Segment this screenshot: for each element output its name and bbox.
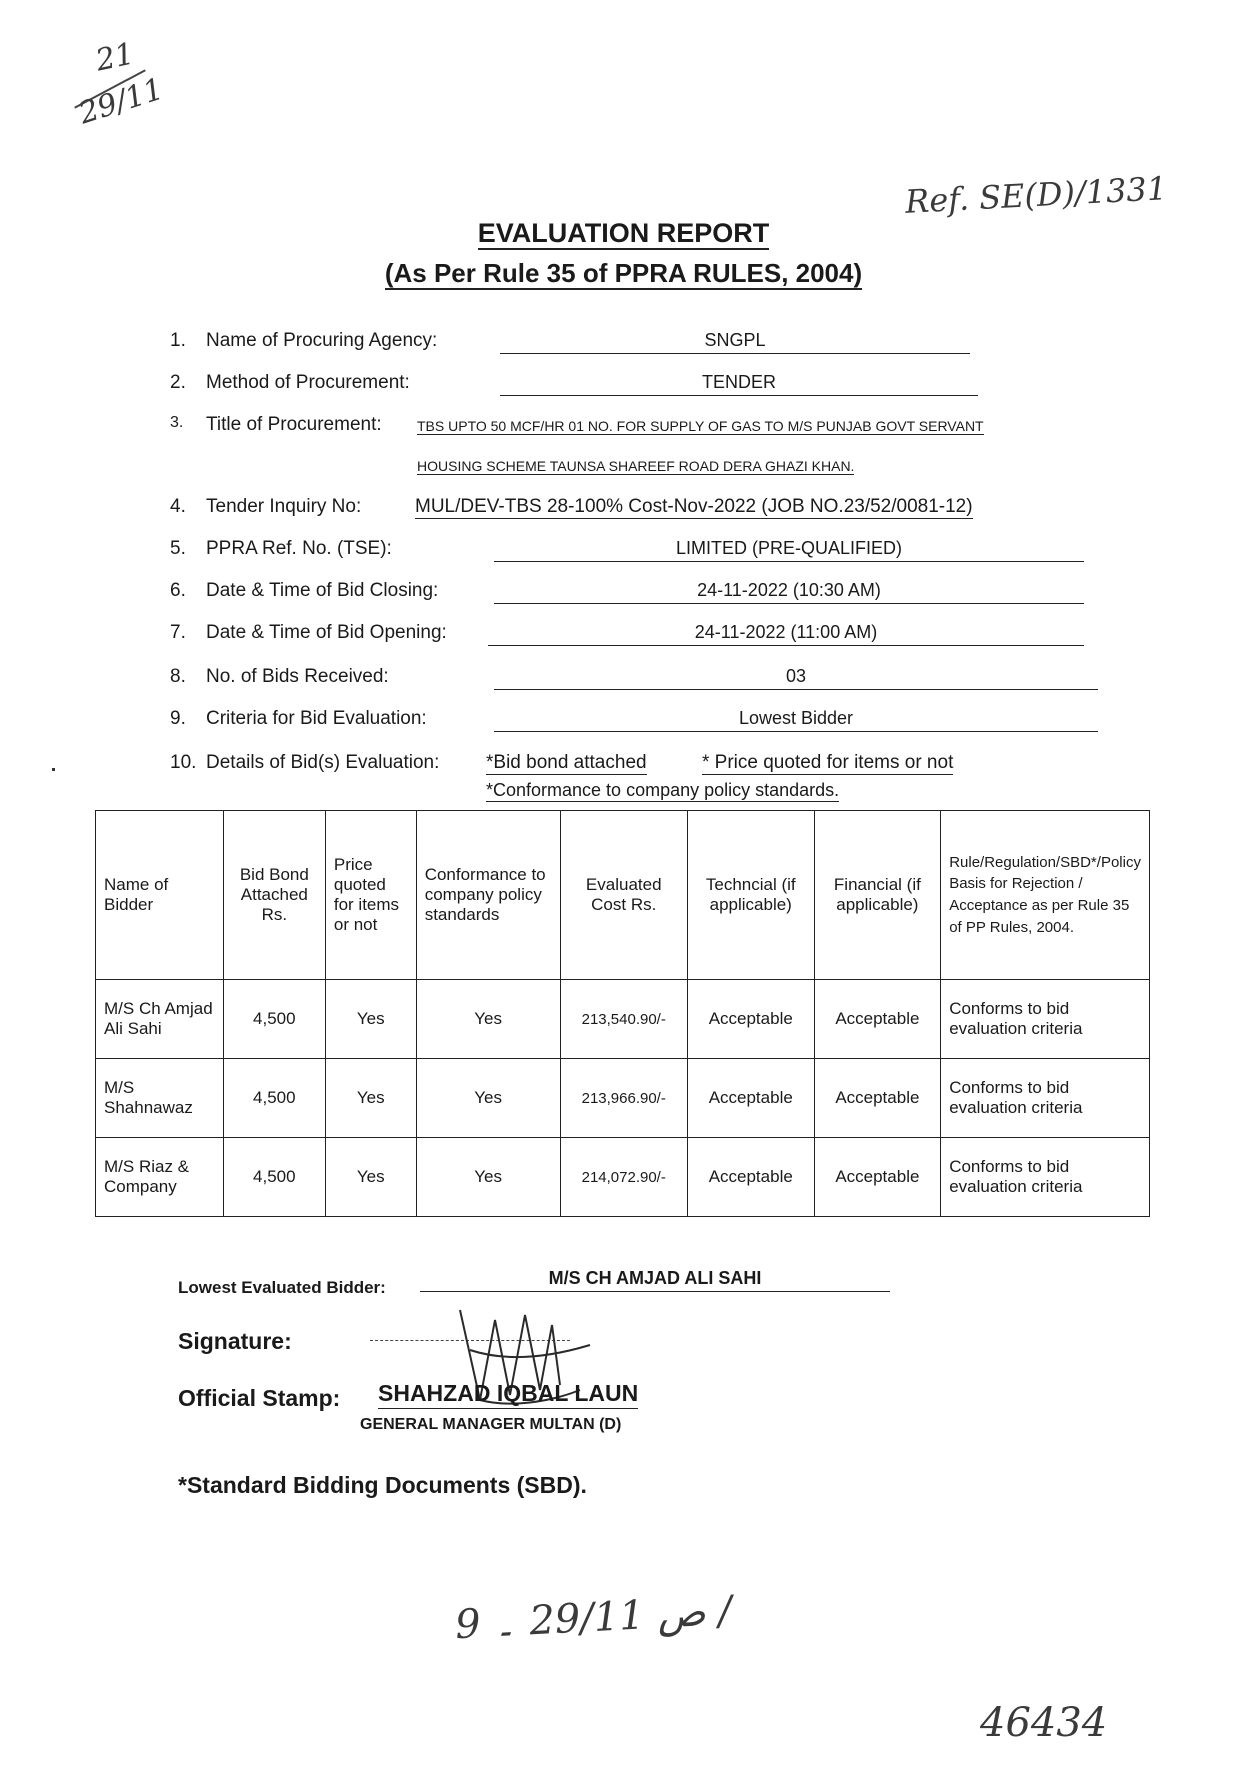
rule-basis: Conforms to bid evaluation criteria [941, 1138, 1150, 1217]
signature-label: Signature: [178, 1328, 292, 1354]
evaluated-cost: 213,966.90/- [560, 1059, 687, 1138]
bid-evaluation-table [95, 810, 1150, 1217]
stamp-officer-name: SHAHZAD IQBAL LAUN [378, 1380, 638, 1409]
technical-status: Acceptable [687, 1138, 814, 1217]
column-header: Evaluated Cost Rs. [560, 811, 687, 980]
evaluated-cost: 214,072.90/- [560, 1138, 687, 1217]
page-title: EVALUATION REPORT [477, 218, 770, 248]
table-header-row [96, 811, 1150, 980]
stray-mark [52, 768, 55, 771]
bidder-name: M/S Shahnawaz [96, 1059, 224, 1138]
table-row [96, 980, 1150, 1059]
handwritten-reference: Ref. SE(D)/1331 [904, 169, 1169, 221]
rule-basis: Conforms to bid evaluation criteria [941, 980, 1150, 1059]
lowest-bidder-value: M/S CH AMJAD ALI SAHI [420, 1268, 890, 1292]
column-header: Name of Bidder [96, 811, 224, 980]
table-row [96, 1138, 1150, 1217]
bidder-name: M/S Ch Amjad Ali Sahi [96, 980, 224, 1059]
financial-status: Acceptable [814, 980, 941, 1059]
price-quoted: Yes [325, 980, 416, 1059]
column-header: Price quoted for items or not [325, 811, 416, 980]
technical-status: Acceptable [687, 980, 814, 1059]
conformance: Yes [416, 1059, 560, 1138]
bid-bond: 4,500 [223, 1059, 325, 1138]
evaluated-cost: 213,540.90/- [560, 980, 687, 1059]
handwritten-date: 29/11 [74, 71, 168, 132]
handwritten-number: 21 [92, 36, 138, 79]
bid-bond: 4,500 [223, 980, 325, 1059]
financial-status: Acceptable [814, 1059, 941, 1138]
bid-bond: 4,500 [223, 1138, 325, 1217]
stamp-officer-title: GENERAL MANAGER MULTAN (D) [360, 1416, 622, 1433]
column-header: Bid Bond Attached Rs. [223, 811, 325, 980]
bidder-name: M/S Riaz & Company [96, 1138, 224, 1217]
table-row [96, 1059, 1150, 1138]
handwritten-number: 46434 [980, 1700, 1108, 1746]
rule-basis: Conforms to bid evaluation criteria [941, 1059, 1150, 1138]
official-stamp-label: Official Stamp: [178, 1385, 341, 1411]
price-quoted: Yes [325, 1138, 416, 1217]
lowest-bidder-label: Lowest Evaluated Bidder: [178, 1278, 386, 1297]
column-header: Techncial (if applicable) [687, 811, 814, 980]
footnote: *Standard Bidding Documents (SBD). [178, 1472, 587, 1498]
price-quoted: Yes [325, 1059, 416, 1138]
column-header: Conformance to company policy standards [416, 811, 560, 980]
column-header: Financial (if applicable) [814, 811, 941, 980]
financial-status: Acceptable [814, 1138, 941, 1217]
technical-status: Acceptable [687, 1059, 814, 1138]
page-subtitle: (As Per Rule 35 of PPRA RULES, 2004) [384, 258, 863, 288]
conformance: Yes [416, 980, 560, 1059]
conformance: Yes [416, 1138, 560, 1217]
column-header: Rule/Regulation/SBD*/Policy Basis for Rejection / Acceptance as per Rule 35 of PP Rules, 2004. [941, 811, 1150, 980]
handwritten-note: 9 ص 29/11 ۔ / [453, 1587, 733, 1649]
